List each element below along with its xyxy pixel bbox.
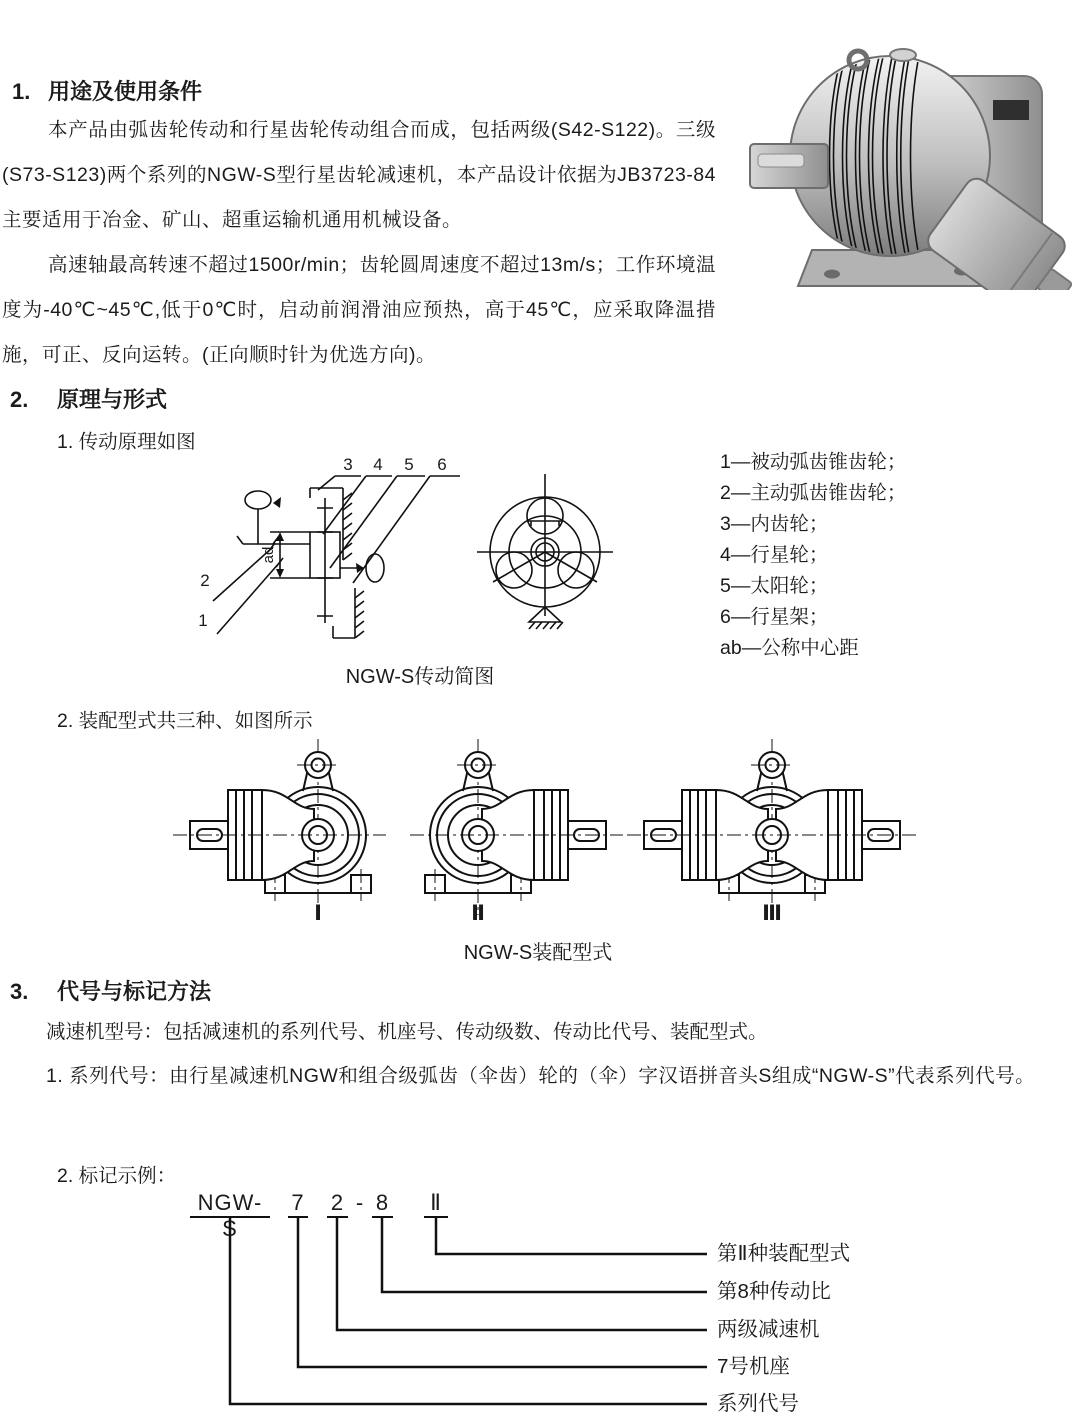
section2-number: 2. xyxy=(10,387,29,412)
legend-item: 4—行星轮； xyxy=(720,544,829,566)
assembly-type-1-drawing xyxy=(173,739,386,915)
legend-item: 6—行星架； xyxy=(720,606,829,628)
schematic-fixed-support xyxy=(333,588,355,638)
section1-paragraph-2: 高速轴最高转速不超过1500r/min；齿轮圆周速度不超过13m/s；工作环境温度为-40℃~45℃,低于0℃时，启动前润滑油应预热，高于45℃，应采取降温措施，可正、反向运转。(正向顺时针为优选方向)。 xyxy=(2,254,716,366)
marking-stage-count: 2 xyxy=(327,1190,348,1218)
section1-title: 用途及使用条件 xyxy=(48,79,203,104)
assembly-caption: NGW-S装配型式 xyxy=(463,942,613,964)
schematic-label-3: 3 xyxy=(343,455,353,474)
marking-assembly-type: Ⅱ xyxy=(424,1190,448,1218)
callout-assembly-type: 第Ⅱ种装配型式 xyxy=(717,1242,851,1265)
section2-item1: 1. 传动原理如图 xyxy=(57,431,196,453)
section3-number: 3. xyxy=(10,979,29,1004)
section3-title: 代号与标记方法 xyxy=(57,979,212,1004)
marking-series-code: NGW-S xyxy=(190,1190,270,1218)
schematic-label-ad: ad xyxy=(260,546,277,564)
section2-heading xyxy=(10,388,167,412)
marking-frame-size: 7 xyxy=(288,1190,308,1218)
callout-frame: 7号机座 xyxy=(717,1355,790,1378)
product-photo xyxy=(740,28,1090,290)
section3-item2: 2. 标记示例： xyxy=(57,1165,177,1187)
schematic-label-1: 1 xyxy=(198,611,208,630)
assembly-type-3-label: Ⅲ xyxy=(762,902,782,925)
legend-item: 5—太阳轮； xyxy=(720,575,829,597)
schematic-label-4: 4 xyxy=(373,455,383,474)
section3-intro: 减速机型号：包括减速机的系列代号、机座号、传动级数、传动比代号、装配型式。 xyxy=(46,1021,768,1043)
marking-dash: - xyxy=(355,1190,365,1215)
schematic-label-6: 6 xyxy=(437,455,447,474)
legend-item: 3—内齿轮； xyxy=(720,513,829,535)
schematic-input-symbol xyxy=(245,491,271,509)
section1-heading xyxy=(12,80,202,104)
schematic-ring-gear xyxy=(310,488,343,560)
photo-nameplate xyxy=(993,100,1029,120)
section3-heading xyxy=(10,980,211,1004)
schematic-output-symbol xyxy=(366,554,384,582)
schematic-leader-lines xyxy=(318,476,430,583)
legend-item: ab—公称中心距 xyxy=(720,637,859,659)
schematic-label-2: 2 xyxy=(200,571,210,590)
assembly-type-2-label: Ⅱ xyxy=(471,902,485,925)
section3-item1: 1. 系列代号：由行星减速机NGW和组合级弧齿（伞齿）轮的（伞）字汉语拼音头S组成“NGW-S”代表系列代号。 xyxy=(46,1065,1036,1087)
schematic-bevel-gear-1 xyxy=(217,558,283,634)
legend-item: 2—主动弧齿锥齿轮； xyxy=(720,482,907,504)
schematic-legend xyxy=(720,447,906,664)
assembly-type-2-drawing xyxy=(410,739,623,915)
schematic-gear-train xyxy=(317,498,333,623)
schematic-caption: NGW-S传动简图 xyxy=(345,666,495,688)
section2-title: 原理与形式 xyxy=(57,387,168,412)
assembly-types-figure xyxy=(150,738,950,938)
assembly-type-1-label: Ⅰ xyxy=(314,902,322,925)
transmission-schematic-figure xyxy=(185,448,700,663)
callout-ratio: 第8种传动比 xyxy=(717,1280,831,1303)
section1-number: 1. xyxy=(12,79,31,104)
marking-ratio-code: 8 xyxy=(372,1190,393,1218)
callout-stages: 两级减速机 xyxy=(717,1318,820,1341)
photo-oil-plug xyxy=(890,49,916,61)
section1-paragraph-1: 本产品由弧齿轮传动和行星齿轮传动组合而成，包括两级(S42-S122)。三级(S73-S123)两个系列的NGW-S型行星齿轮减速机，本产品设计依据为JB3723-84主要适用于冶金、矿山、超重运输机通用机械设备。 xyxy=(2,119,716,231)
schematic-end-view xyxy=(477,474,613,629)
assembly-type-3-drawing xyxy=(627,739,917,915)
schematic-label-5: 5 xyxy=(404,455,414,474)
legend-item: 1—被动弧齿锥齿轮； xyxy=(720,451,907,473)
marking-callout-lines xyxy=(0,1218,720,1410)
section2-item2: 2. 装配型式共三种、如图所示 xyxy=(57,710,313,732)
callout-series: 系列代号 xyxy=(717,1392,799,1415)
